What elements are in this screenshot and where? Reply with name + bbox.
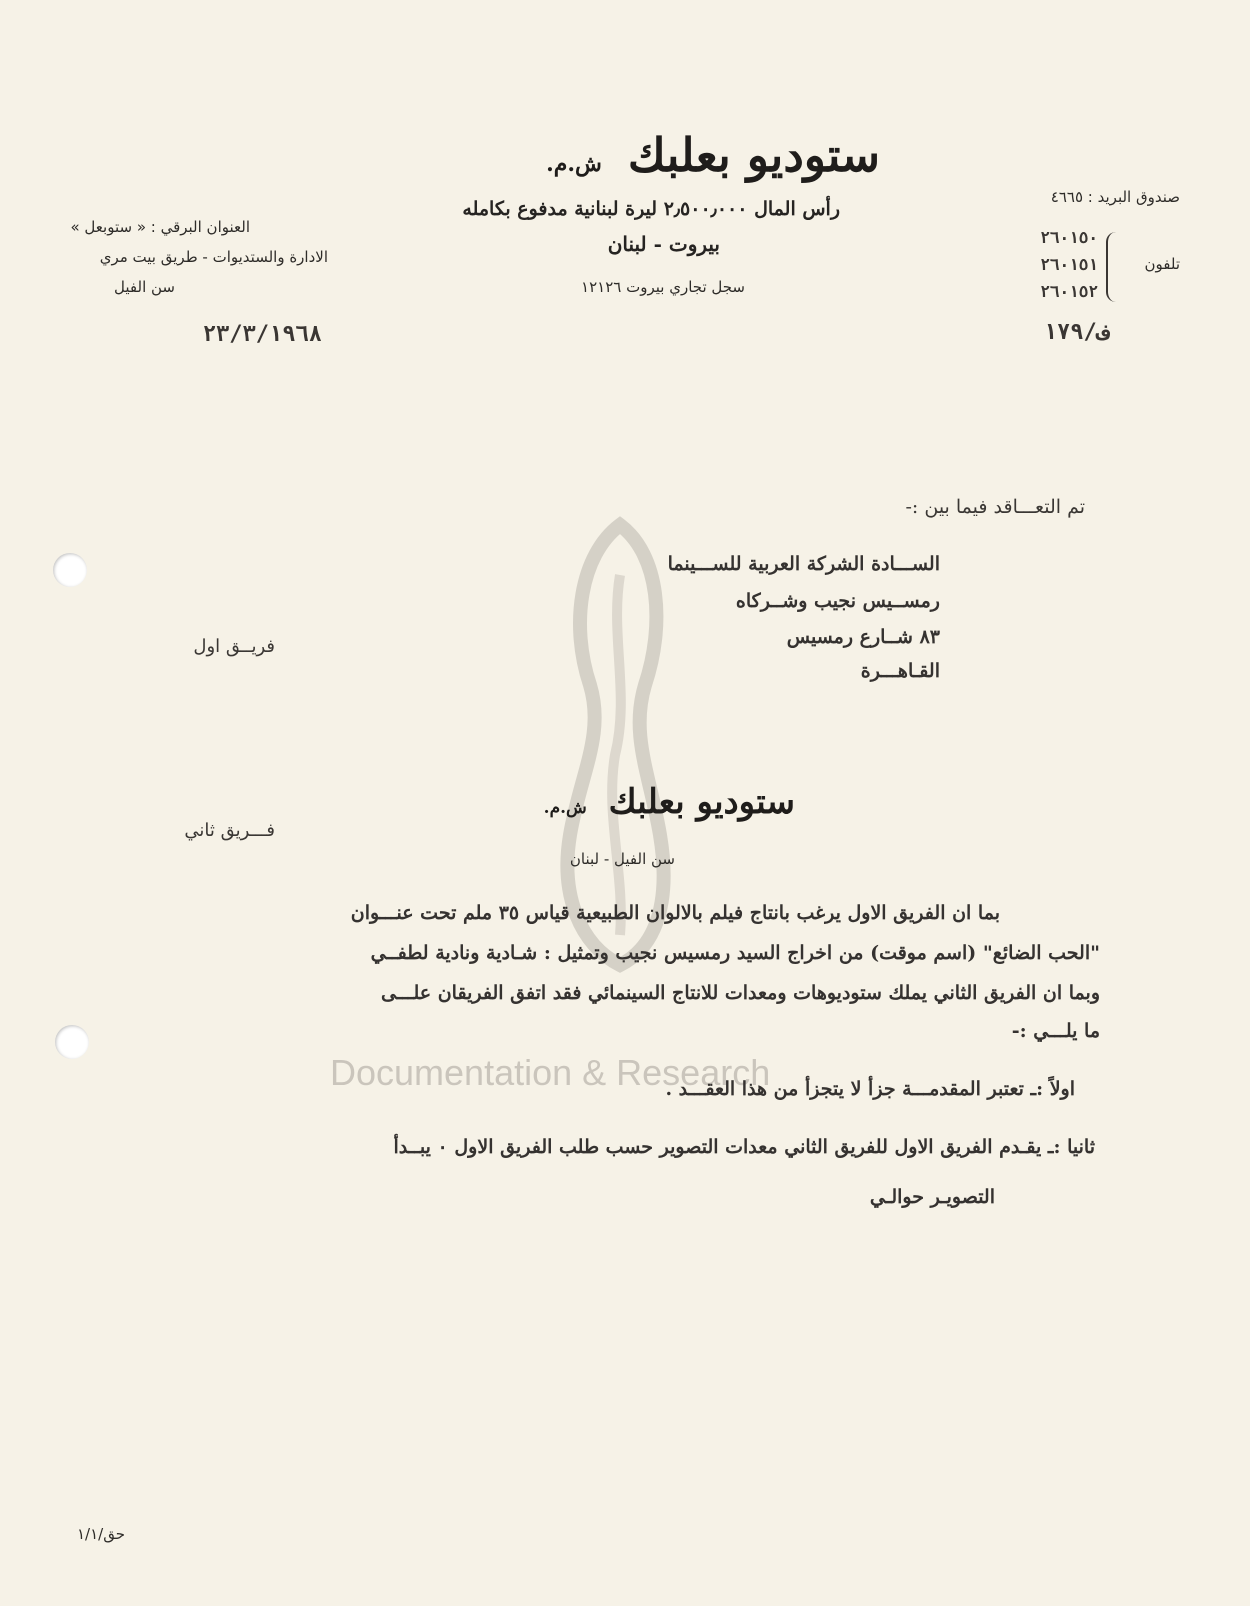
company-logo: [546, 128, 880, 182]
punch-hole: [53, 553, 87, 587]
registry-line: سجل تجاري بيروت ١٢١٢٦: [581, 278, 745, 296]
party1-line: رمســيس نجيب وشــركاه: [735, 590, 940, 612]
preamble-line: وبما ان الفريق الثاني يملك ستوديوهات ومعدات للانتاج السينمائي فقد اتفق الفريقان علـــى: [380, 982, 1100, 1004]
clause-2-line: التصويـر حوالـي: [869, 1186, 995, 1208]
punch-hole: [55, 1025, 89, 1059]
party1-line: ٨٣ شــارع رمسيس: [786, 626, 940, 648]
phone-brace: [1106, 232, 1118, 302]
clause-2-line: ثانيا :ـ يقـدم الفريق الاول للفريق الثاني معدات التصوير حسب طلب الفريق الاول ٠ يبــدأ: [393, 1136, 1095, 1158]
preamble-line: ما يلـــي :-: [1011, 1020, 1100, 1042]
phone-label: تلفون: [1144, 255, 1180, 273]
telegraph-address: العنوان البرقي : « ستوبعل »: [70, 218, 250, 236]
capital-line: رأس المال ٢٫٥٠٠٫٠٠٠ ليرة لبنانية مدفوع بكامله: [462, 198, 840, 220]
date-stamp: ٢٣/٣/١٩٦٨: [202, 322, 322, 347]
phone-number: ٢٦٠١٥٠: [1040, 228, 1098, 247]
clause-1: اولاً :ـ تعتبر المقدمـــة جزأ لا يتجزأ من هذا العقـــد .: [665, 1078, 1075, 1100]
party2-logo: [544, 782, 795, 822]
phone-number: ٢٦٠١٥١: [1040, 255, 1098, 274]
reference-stamp: ف/١٧٩: [1043, 320, 1110, 345]
party1-label: فريــق اول: [193, 636, 275, 657]
party2-name: ستوديو بعلبك: [608, 782, 795, 822]
phone-number: ٢٦٠١٥٢: [1040, 282, 1098, 301]
party2-location: سن الفيل - لبنان: [569, 850, 675, 868]
company-name: ستوديو بعلبك: [627, 128, 880, 182]
watermark-text: Documentation & Research: [330, 1052, 771, 1093]
po-box: صندوق البريد : ٤٦٦٥: [1050, 188, 1180, 206]
company-suffix: ش.م.: [546, 151, 602, 177]
party2-label: فـــريق ثاني: [184, 820, 275, 841]
party1-line: القـاهـــرة: [860, 660, 940, 682]
preamble-line: بما ان الفريق الاول يرغب بانتاج فيلم بالالوان الطبيعية قياس ٣٥ ملم تحت عنـــوان: [350, 902, 1000, 924]
admin-address: الادارة والستديوات - طريق بيت مري: [99, 248, 328, 266]
preamble-line: "الحب الضائع" (اسم موقت) من اخراج السيد رمسيس نجيب وتمثيل : شـادية ونادية لطفــي: [370, 942, 1100, 964]
contract-intro: تم التعـــاقد فيما بين :-: [905, 496, 1085, 518]
footer-page-ref: حق/١/١: [76, 1525, 125, 1543]
party1-line: الســـادة الشركة العربية للســـينما: [667, 553, 940, 575]
admin-area: سن الفيل: [114, 278, 175, 296]
party2-suffix: ش.م.: [543, 798, 587, 818]
city-line: بيروت - لبنان: [607, 232, 720, 256]
